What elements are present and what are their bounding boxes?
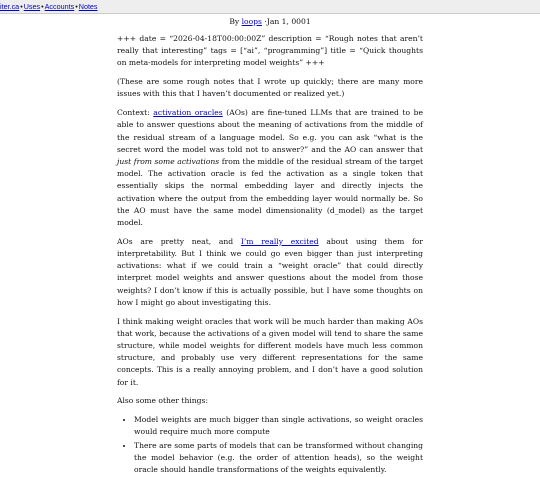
post-byline — [0, 16, 540, 28]
context-text-2: from the middle of the residual stream of the target model. The activation oracle is fed the activation as a single token that essentially skips the normal embedding layer and directly injects the activation where the output from the embedding layer would normally be. So the AO must have the same model dimensionality (d_model) as the target model. — [117, 157, 423, 228]
top-nav-bar — [0, 0, 540, 14]
excited-text-1: AOs are pretty neat, and — [117, 236, 234, 246]
nav-separator: • — [20, 2, 23, 11]
other-things-list — [117, 414, 423, 476]
other-things-paragraph: Also some other things: — [117, 396, 209, 406]
disclaimer-paragraph: (These are some rough notes that I wrote up quickly; there are many more issues with this that I haven’t documented or realized yet.) — [117, 77, 423, 99]
post-content — [117, 33, 423, 477]
nav-link-uses[interactable]: Uses — [23, 2, 41, 11]
activation-oracles-link[interactable]: activation oracles — [153, 108, 223, 118]
harder-paragraph: I think making weight oracles that work will be much harder than making AOs that work, because the activations of a given model will tend to share the same structure, while model weights for different models have much less common structure, and probably use very different representations for the same concepts. This is a really annoying problem, and I don’t have a good solution for it. — [117, 316, 423, 387]
really-excited-link[interactable]: I’m really excited — [240, 236, 319, 246]
nav-link-accounts[interactable]: Accounts — [44, 2, 75, 11]
nav-separator: • — [75, 2, 78, 11]
context-emphasis: just from some activations — [117, 157, 220, 167]
frontmatter-paragraph: +++ date = “2026-04-18T00:00:00Z” description = “Rough notes that aren’t really that interesting” tags = [“ai”, “programming”] title = “Quick thoughts on meta-models for interpreting model weights” +++ — [117, 34, 423, 68]
nav-link-notes[interactable]: Notes — [78, 2, 98, 11]
nav-separator: • — [41, 2, 44, 11]
excited-text-2: about using them for interpretability. But I think we could go even bigger than just interpreting activations: what if we could train a “weight oracle” that could directly interpret model weights and answer questions about the model from those weights? I don’t know if this is actually possible, but I have some thoughts on how I might go about investigating this. — [117, 236, 423, 307]
context-text-1: (AOs) are fine-tuned LLMs that are trained to be able to answer questions about the meaning of activations from the middle of the residual stream of a language model. So e.g. you can ask “what is the secret word the model was told not to answer?” and the AO can answer that — [117, 108, 423, 154]
byline-prefix: By — [229, 17, 240, 26]
list-item: • There are some parts of models that can be transformed without changing the model behavior (e.g. the order of attention heads), so the weight oracle should handle transformations of the weights equivalently. — [134, 440, 423, 477]
author-link[interactable]: loops — [241, 17, 262, 26]
excited-paragraph — [117, 236, 423, 309]
context-paragraph — [117, 107, 423, 229]
byline-date-separator: · — [264, 17, 267, 26]
context-lead: Context: — [117, 108, 150, 118]
post-date: Jan 1, 0001 — [266, 17, 311, 26]
list-item: • Model weights are much bigger than single activations, so weight oracles would require much more compute — [134, 414, 423, 438]
nav-link-home[interactable]: iter.ca — [0, 2, 20, 11]
